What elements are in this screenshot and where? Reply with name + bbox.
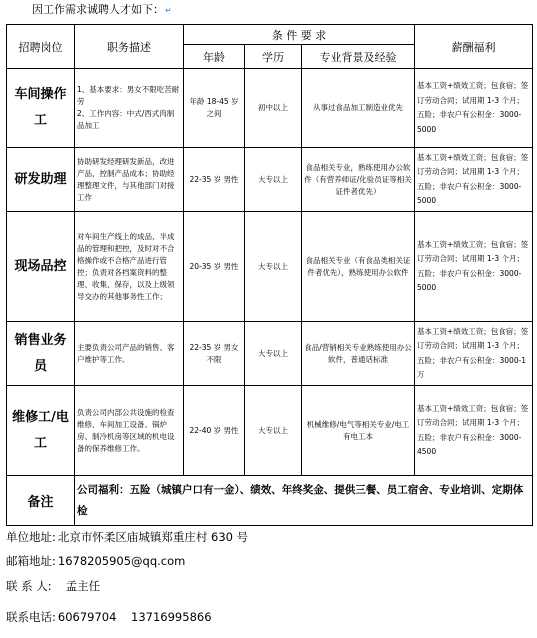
salary-cell: 基本工资+绩效工资；包食宿；签订劳动合同；试用期 1-3 个月；五险；非农户有公积金：3000-5000	[415, 69, 533, 148]
position-cell: 研发助理	[7, 148, 75, 212]
address-value: 北京市怀柔区庙城镇郑重庄村 630 号	[57, 530, 249, 544]
education-cell: 初中以上	[245, 69, 302, 148]
description-cell: 负责公司内部公共设施的检查维修、车间加工设备、锅炉房、制冷机房等区域的机电设备的保养维修工作。	[75, 386, 184, 476]
salary-cell: 基本工资+绩效工资；包食宿；签订劳动合同；试用期 1-3 个月；五险；非农户有公积金：3000-4500	[415, 386, 533, 476]
header-age: 年龄	[184, 45, 245, 69]
description-line: 2、工作内容：中式/西式肉制品加工	[77, 109, 175, 130]
header-salary: 薪酬福利	[415, 25, 533, 69]
education-cell: 大专以上	[245, 212, 302, 322]
description-cell	[75, 69, 184, 148]
education-cell: 大专以上	[245, 148, 302, 212]
header-description: 职务描述	[75, 25, 184, 69]
age-cell: 22-35 岁 男女不限	[184, 322, 245, 386]
background-cell: 食品/营销相关专业熟练使用办公软件，普通话标准	[302, 322, 415, 386]
description-cell: 主要负责公司产品的销售、客户维护等工作。	[75, 322, 184, 386]
note-row	[7, 476, 533, 526]
header-conditions: 条 件 要 求	[184, 25, 415, 45]
phone-label: 联系电话:	[6, 610, 56, 624]
age-cell: 年龄 18-45 岁之间	[184, 69, 245, 148]
note-label: 备注	[7, 476, 75, 526]
position-cell: 销售业务员	[7, 322, 75, 386]
background-cell: 食品相关专业，熟练使用办公软件（有营养师证/化验员证等相关证件者优先）	[302, 148, 415, 212]
position-cell: 现场品控	[7, 212, 75, 322]
table-row	[7, 322, 533, 386]
education-cell: 大专以上	[245, 322, 302, 386]
education-cell: 大专以上	[245, 386, 302, 476]
recruitment-table	[6, 24, 533, 526]
table-row	[7, 386, 533, 476]
phone-line	[6, 609, 212, 625]
phone-value: 60679704 13716995866	[57, 610, 212, 624]
note-text: 公司福利：五险（城镇户口有一金）、绩效、年终奖金、提供三餐、员工宿舍、专业培训、定期体检	[75, 476, 533, 526]
paragraph-mark-icon: ↵	[165, 6, 172, 15]
salary-cell: 基本工资+绩效工资；包食宿；签订劳动合同；试用期 1-3 个月；五险；非农户有公积金：3000-5000	[415, 212, 533, 322]
address-label: 单位地址:	[6, 530, 56, 544]
address-line	[6, 529, 248, 545]
age-cell: 20-35 岁 男性	[184, 212, 245, 322]
intro-text: 因工作需求诚聘人才如下：↵	[32, 3, 172, 16]
salary-cell: 基本工资+绩效工资；包食宿；签订劳动合同；试用期 1-3 个月；五险；非农户有公积金：3000-1 万	[415, 322, 533, 386]
header-education: 学历	[245, 45, 302, 69]
description-cell: 协助研发经理研发新品，改进产品，控制产品成本；协助经理整理文件，与其他部门对接工作	[75, 148, 184, 212]
background-cell: 机械维修/电气等相关专业/电工有电工本	[302, 386, 415, 476]
contact-label: 联 系 人:	[6, 579, 52, 593]
header-position: 招聘岗位	[7, 25, 75, 69]
description-cell: 对车间生产线上的成品、半成品的管理和把控，及时对不合格操作或不合格产品进行管控；负责对各档案资料的整理、收集、保存，以及上级领导交办的其他事务性工作；	[75, 212, 184, 322]
header-row	[7, 25, 533, 45]
position-cell: 维修工/电工	[7, 386, 75, 476]
background-cell: 食品相关专业（有食品类相关证件者优先），熟练使用办公软件	[302, 212, 415, 322]
contact-value: 孟主任	[65, 579, 101, 593]
email-label: 邮箱地址:	[6, 554, 56, 568]
email-value: 1678205905@qq.com	[57, 554, 186, 568]
background-cell: 从事过食品加工制造业优先	[302, 69, 415, 148]
age-cell: 22-35 岁 男性	[184, 148, 245, 212]
contact-line	[6, 578, 100, 594]
email-line	[6, 553, 185, 569]
table-row	[7, 148, 533, 212]
position-cell: 车间操作工	[7, 69, 75, 148]
description-line: 1、基本要求：男女不限吃苦耐劳	[77, 85, 180, 106]
salary-cell: 基本工资+绩效工资；包食宿；签订劳动合同；试用期 1-3 个月；五险；非农户有公积金：3000-5000	[415, 148, 533, 212]
age-cell: 22-40 岁 男性	[184, 386, 245, 476]
table-row	[7, 212, 533, 322]
header-background: 专业背景及经验	[302, 45, 415, 69]
table-row	[7, 69, 533, 148]
